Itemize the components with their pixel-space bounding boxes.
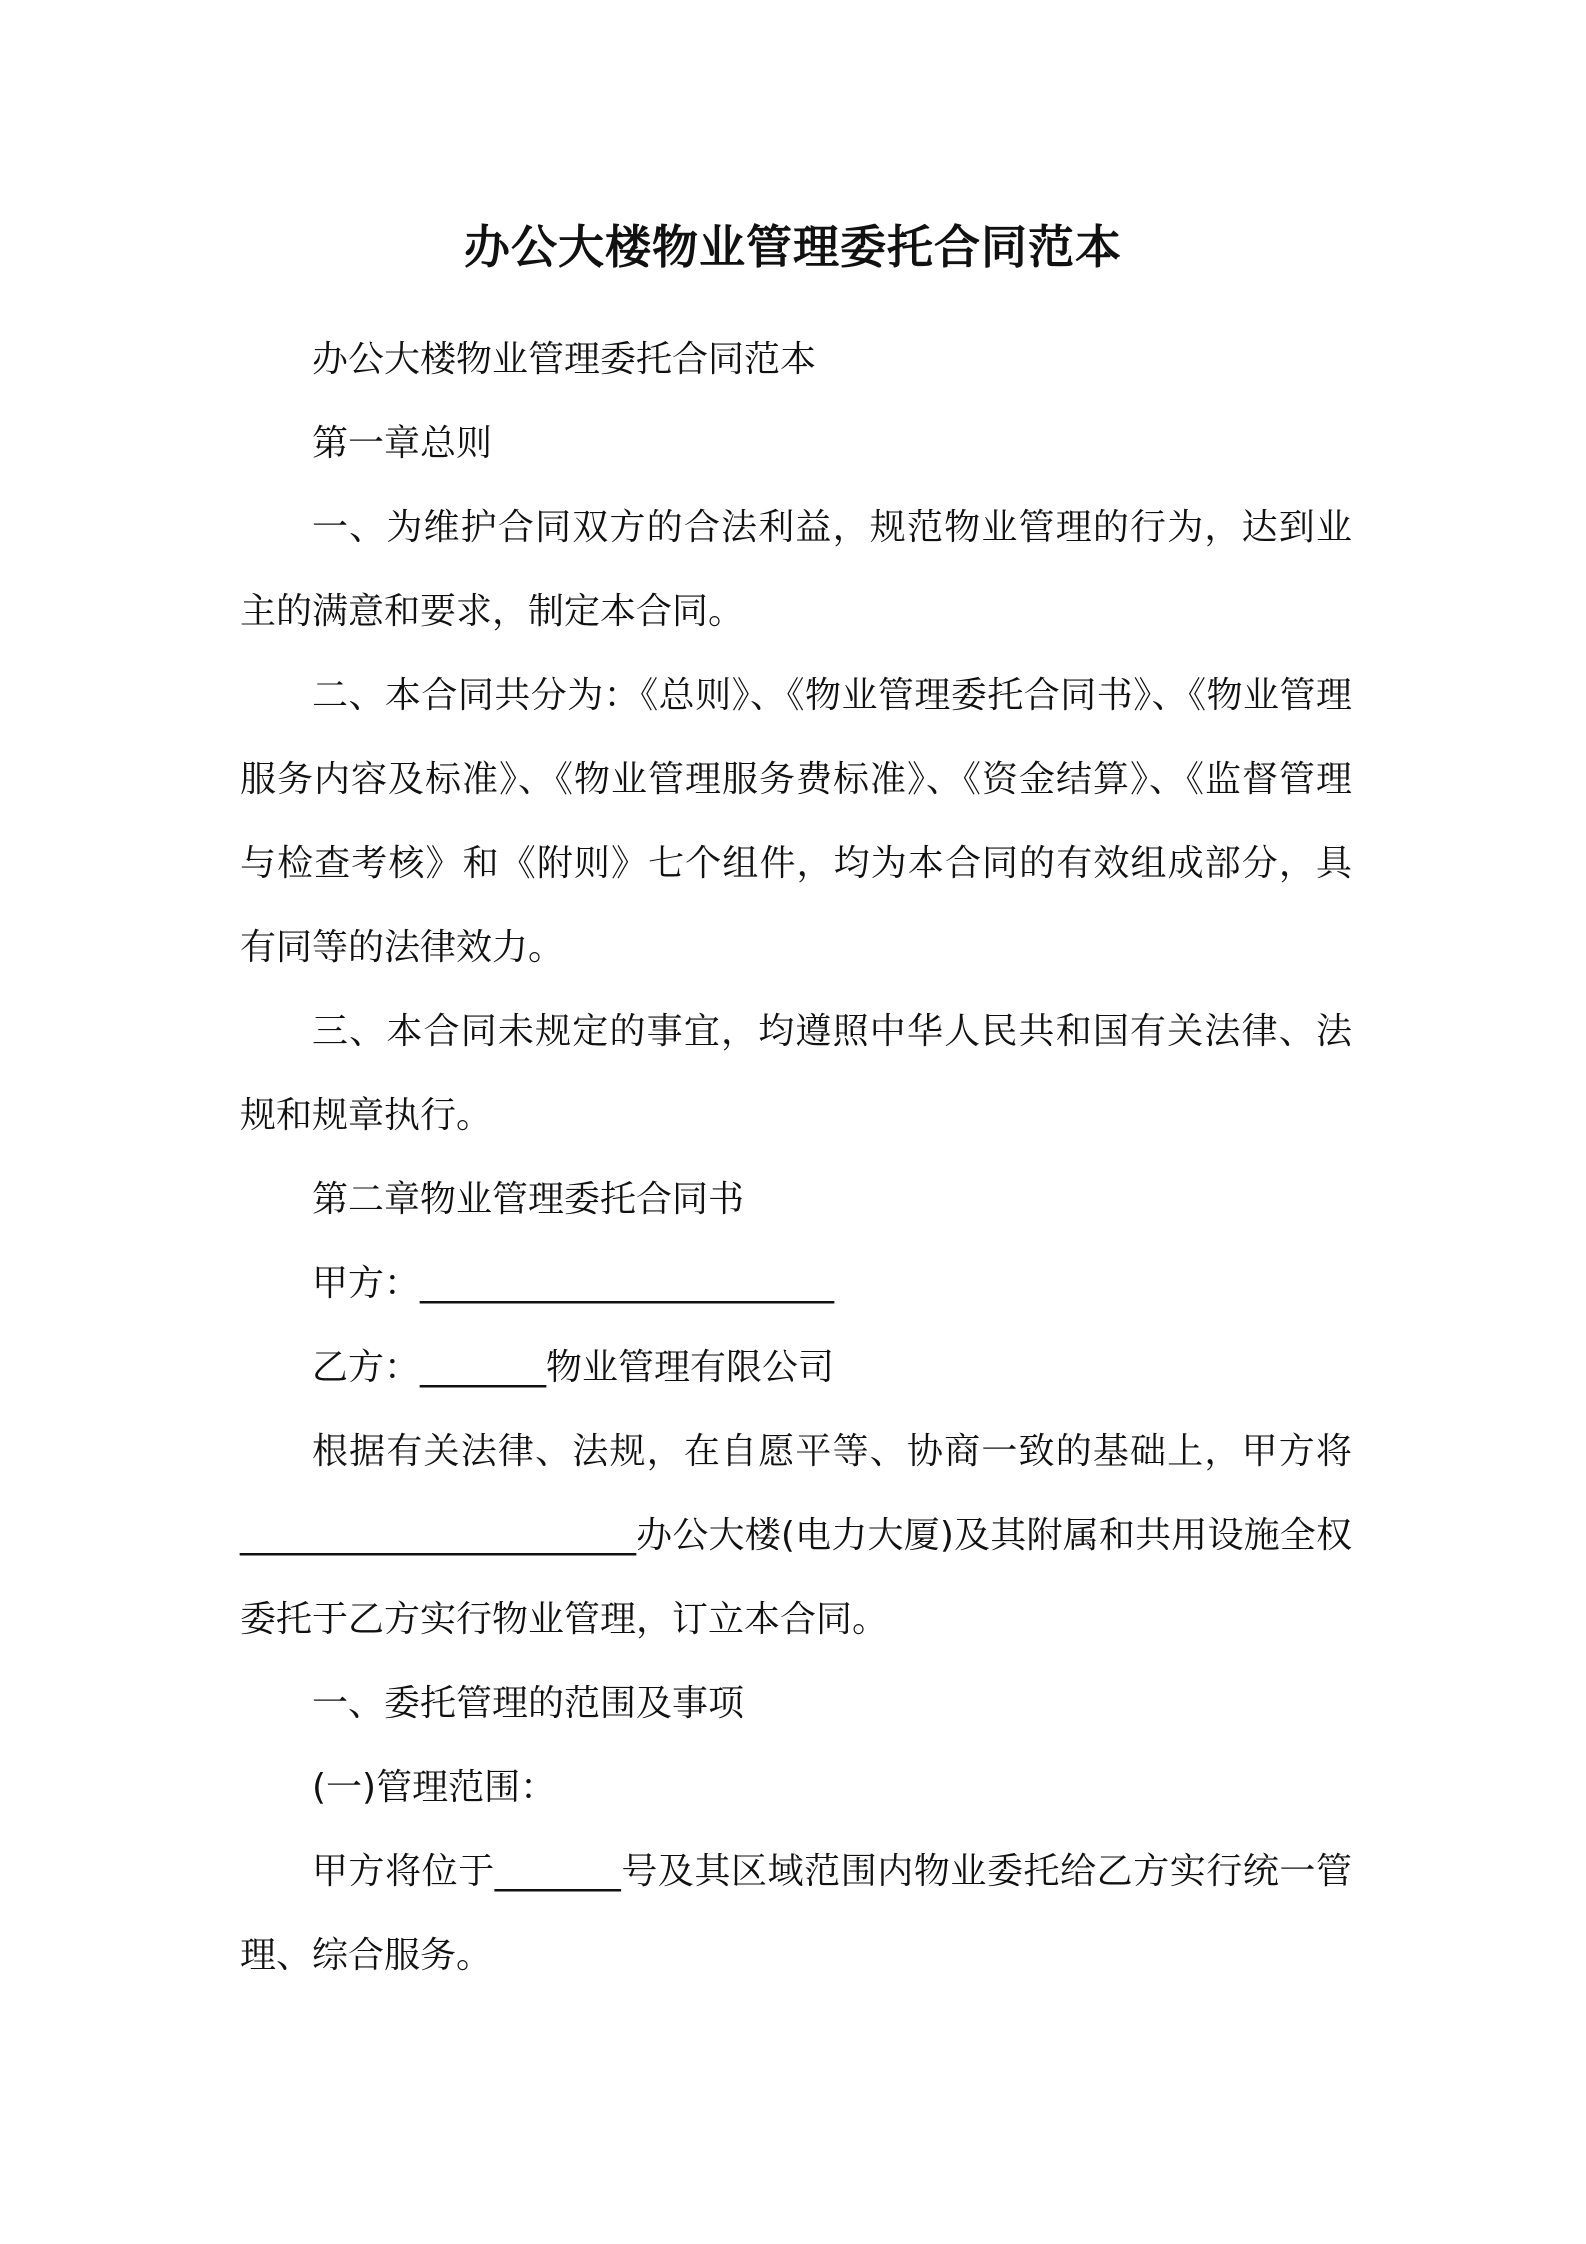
paragraph-clause-2: 二、本合同共分为：《总则》、《物业管理委托合同书》、《物业管理服务内容及标准》、《物业管理服务费标准》、《资金结算》、《监督管理与检查考核》和《附则》七个组件，均为本合同的有效组成部分，具有同等的法律效力。 (240, 675, 1352, 968)
paragraph-subtitle: 办公大楼物业管理委托合同范本 (312, 339, 817, 380)
party-a-line: 甲方：_______________________ (312, 1263, 835, 1304)
paragraph-scope: 甲方将位于_______号及其区域范围内物业委托给乙方实行统一管理、综合服务。 (240, 1851, 1352, 1976)
paragraph-clause-1: 一、为维护合同双方的合法利益，规范物业管理的行为，达到业主的满意和要求，制定本合同。 (240, 507, 1352, 632)
paragraph-clause-3: 三、本合同未规定的事宜，均遵照中华人民共和国有关法律、法规和规章执行。 (240, 1011, 1352, 1136)
party-b-line: 乙方：_______物业管理有限公司 (312, 1347, 835, 1388)
section-1-heading: 一、委托管理的范围及事项 (312, 1683, 745, 1724)
document-title: 办公大楼物业管理委托合同范本 (464, 220, 1122, 274)
paragraph-agreement-basis: 根据有关法律、法规，在自愿平等、协商一致的基础上，甲方将______________________办公大楼(电力大厦)及其附属和共用设施全权委托于乙方实行物业管理，订立本合同。 (240, 1431, 1352, 1640)
chapter-1-heading: 第一章总则 (312, 423, 493, 464)
subsection-scope-heading: (一)管理范围： (312, 1767, 557, 1808)
chapter-2-heading: 第二章物业管理委托合同书 (312, 1179, 745, 1220)
document-body (240, 318, 1352, 1998)
